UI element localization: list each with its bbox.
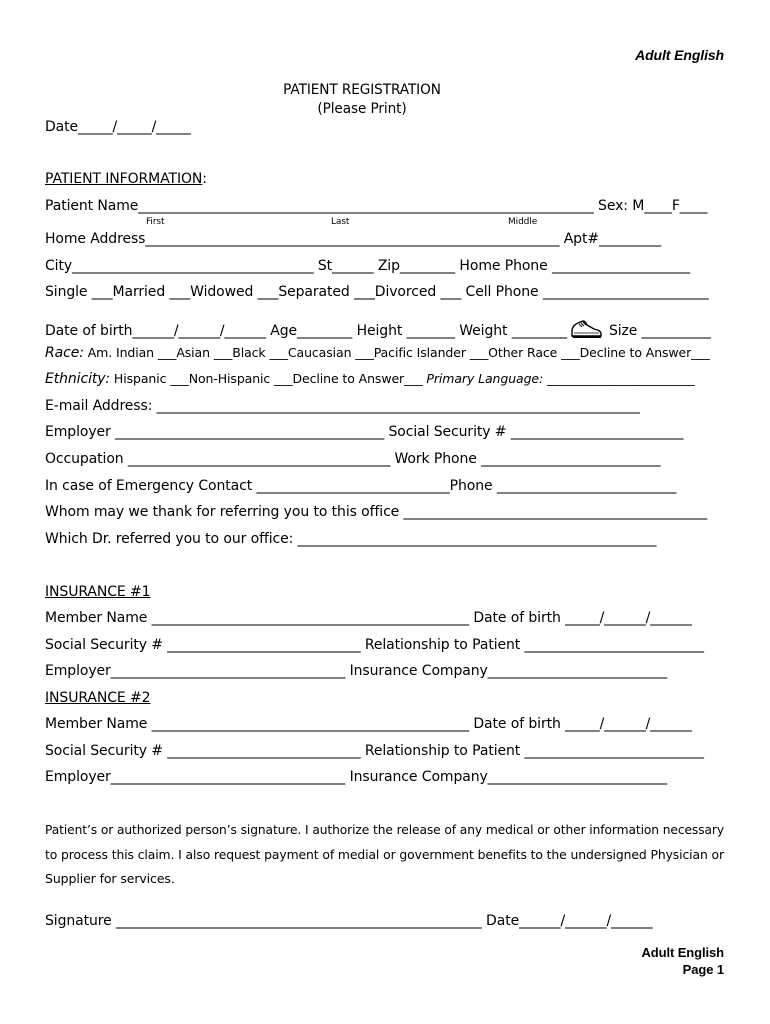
ethnicity-options: Hispanic ___Non-Hispanic ___Decline to Answer___ bbox=[110, 371, 427, 386]
insurance1-member-field[interactable]: Member Name ______________________________________________ Date of birth _____/______/______ bbox=[45, 610, 692, 626]
dob-age-height-weight-text: Date of birth______/______/______ Age________ Height _______ Weight ________ bbox=[45, 323, 567, 339]
section-heading-insurance-2: INSURANCE #2 bbox=[45, 690, 151, 706]
email-field[interactable]: E-mail Address: ______________________________________________________________________ bbox=[45, 398, 640, 414]
form-version-label: Adult English bbox=[635, 47, 724, 63]
authorization-text-line-3: Supplier for services. bbox=[45, 871, 175, 886]
shoe-icon bbox=[569, 318, 603, 344]
signature-date-field[interactable]: Signature _____________________________________________________ Date______/______/______ bbox=[45, 913, 653, 929]
authorization-text-line-1: Patient’s or authorized person’s signature. I authorize the release of any medical or other information necessary bbox=[45, 822, 724, 837]
patient-name-field[interactable]: Patient Name__________________________________________________________________ Sex: M____F____ bbox=[45, 198, 708, 214]
insurance1-ssn-relationship-field[interactable]: Social Security # ____________________________ Relationship to Patient __________________________ bbox=[45, 637, 704, 653]
race-options: Am. Indian ___Asian ___Black ___Caucasian ___Pacific Islander ___Other Race ___Decline to Answer___ bbox=[83, 345, 710, 360]
name-sub-middle: Middle bbox=[508, 217, 538, 227]
page-title: PATIENT REGISTRATION bbox=[283, 82, 441, 98]
name-sub-last: Last bbox=[331, 217, 350, 227]
shoe-size-text: Size __________ bbox=[608, 323, 711, 339]
primary-language-blank: ________________________ bbox=[543, 371, 695, 386]
insurance2-employer-company-field[interactable]: Employer__________________________________ Insurance Company__________________________ bbox=[45, 769, 668, 785]
emergency-contact-field[interactable]: In case of Emergency Contact ____________________________Phone __________________________ bbox=[45, 478, 677, 494]
section-heading-insurance-1: INSURANCE #1 bbox=[45, 584, 151, 600]
authorization-text-line-2: to process this claim. I also request payment of medial or government benefits to the undersigned Physician or bbox=[45, 847, 725, 862]
name-sub-first: First bbox=[146, 217, 165, 227]
race-label: Race: bbox=[45, 345, 84, 361]
footer-version-label: Adult English bbox=[641, 945, 724, 960]
referral-doctor-field[interactable]: Which Dr. referred you to our office: ____________________________________________________ bbox=[45, 531, 657, 547]
insurance1-employer-company-field[interactable]: Employer__________________________________ Insurance Company__________________________ bbox=[45, 663, 668, 679]
insurance2-member-field[interactable]: Member Name ______________________________________________ Date of birth _____/______/______ bbox=[45, 716, 692, 732]
home-address-field[interactable]: Home Address____________________________________________________________ Apt#_________ bbox=[45, 231, 662, 247]
section-heading-text: PATIENT INFORMATION bbox=[45, 171, 203, 187]
race-field[interactable] bbox=[45, 345, 710, 361]
form-date-field[interactable]: Date_____/_____/_____ bbox=[45, 119, 191, 135]
ethnicity-field[interactable] bbox=[45, 371, 695, 387]
employer-ssn-field[interactable]: Employer _______________________________________ Social Security # _________________________ bbox=[45, 424, 684, 440]
insurance2-ssn-relationship-field[interactable]: Social Security # ____________________________ Relationship to Patient __________________________ bbox=[45, 743, 704, 759]
primary-language-label: Primary Language: bbox=[426, 371, 544, 386]
occupation-work-phone-field[interactable]: Occupation ______________________________________ Work Phone __________________________ bbox=[45, 451, 661, 467]
ethnicity-label: Ethnicity: bbox=[45, 371, 111, 387]
footer-page-number: Page 1 bbox=[682, 962, 724, 977]
referral-thanks-field[interactable]: Whom may we thank for referring you to this office ____________________________________________ bbox=[45, 504, 708, 520]
section-heading-colon: : bbox=[202, 171, 207, 187]
marital-status-field[interactable]: Single ___Married ___Widowed ___Separated ___Divorced ___ Cell Phone ________________________ bbox=[45, 284, 709, 300]
section-heading-patient-information bbox=[45, 171, 207, 187]
city-state-zip-phone-field[interactable]: City___________________________________ St______ Zip________ Home Phone ____________________ bbox=[45, 258, 690, 274]
page-subtitle: (Please Print) bbox=[317, 101, 407, 117]
dob-age-height-weight-field[interactable] bbox=[45, 318, 711, 344]
